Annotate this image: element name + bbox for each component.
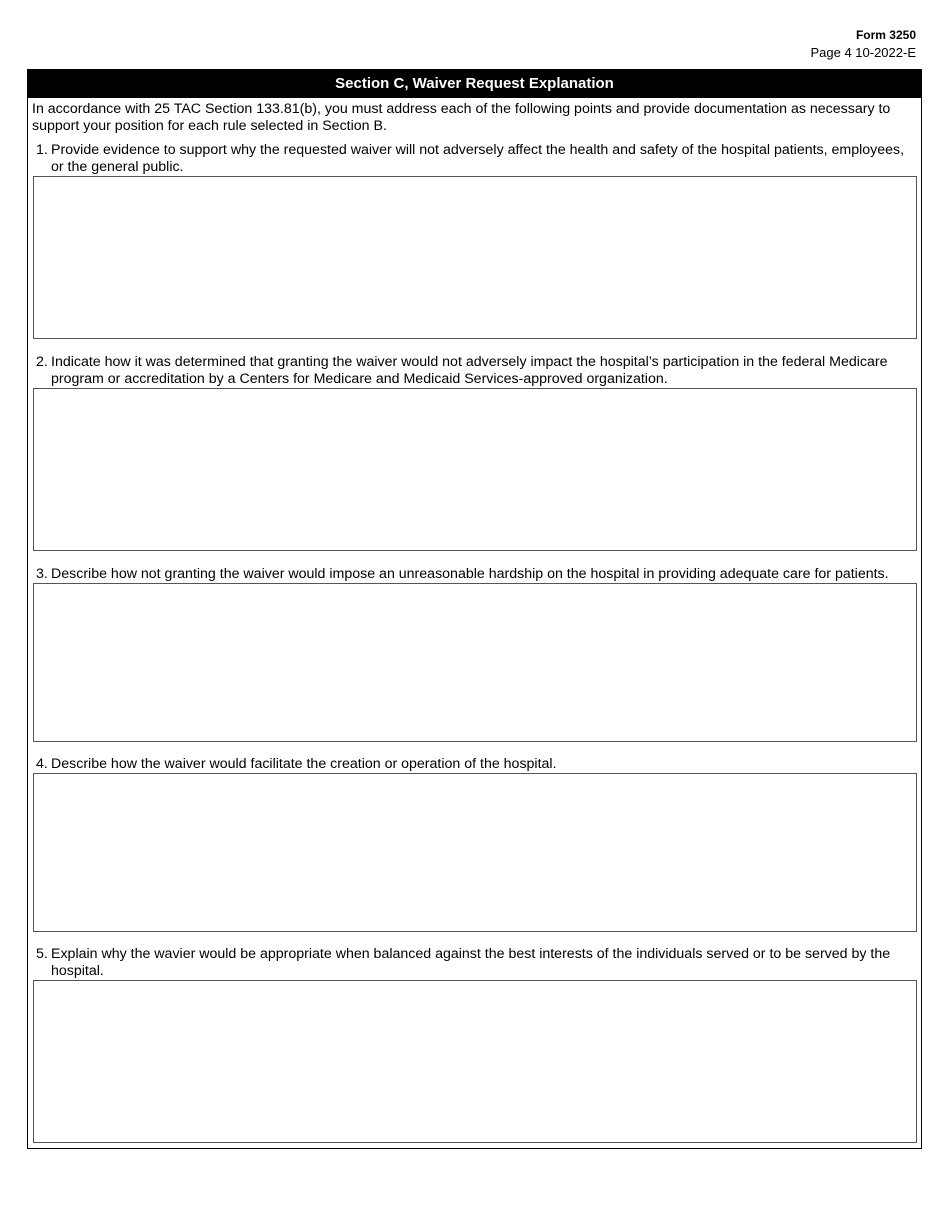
question-4-number: 4. [36, 756, 48, 772]
section-title: Section C, Waiver Request Explanation [28, 70, 921, 98]
question-2 [36, 354, 916, 388]
question-3-answer-field[interactable] [33, 583, 917, 742]
question-1 [36, 142, 916, 176]
question-4-answer-field[interactable] [33, 773, 917, 932]
question-2-text: Indicate how it was determined that granting the waiver would not adversely impact the hospital’s participation in the federal Medicare program or accreditation by a Centers for Medicare and Medicaid Services-approved organization. [51, 354, 888, 387]
question-3-text: Describe how not granting the waiver would impose an unreasonable hardship on the hospital in providing adequate care for patients. [51, 566, 889, 582]
question-2-answer-field[interactable] [33, 388, 917, 551]
section-intro: In accordance with 25 TAC Section 133.81(b), you must address each of the following points and provide documentation as necessary to support your position for each rule selected in Section B. [32, 101, 891, 134]
question-2-number: 2. [36, 354, 48, 370]
question-5 [36, 946, 916, 980]
question-1-answer-field[interactable] [33, 176, 917, 339]
question-3-number: 3. [36, 566, 48, 582]
question-1-number: 1. [36, 142, 48, 158]
question-3 [36, 566, 916, 583]
form-number: Form 3250 [855, 28, 916, 42]
question-5-text: Explain why the wavier would be appropriate when balanced against the best interests of the individuals served or to be served by the hospital. [51, 946, 891, 979]
question-5-answer-field[interactable] [33, 980, 917, 1143]
question-4 [36, 756, 916, 773]
page-info: Page 4 10-2022-E [810, 45, 916, 60]
section-c-frame [27, 69, 922, 1149]
question-5-number: 5. [36, 946, 48, 962]
question-4-text: Describe how the waiver would facilitate the creation or operation of the hospital. [51, 756, 557, 772]
question-1-text: Provide evidence to support why the requested waiver will not adversely affect the health and safety of the hospital patients, employees, or the general public. [51, 142, 905, 175]
